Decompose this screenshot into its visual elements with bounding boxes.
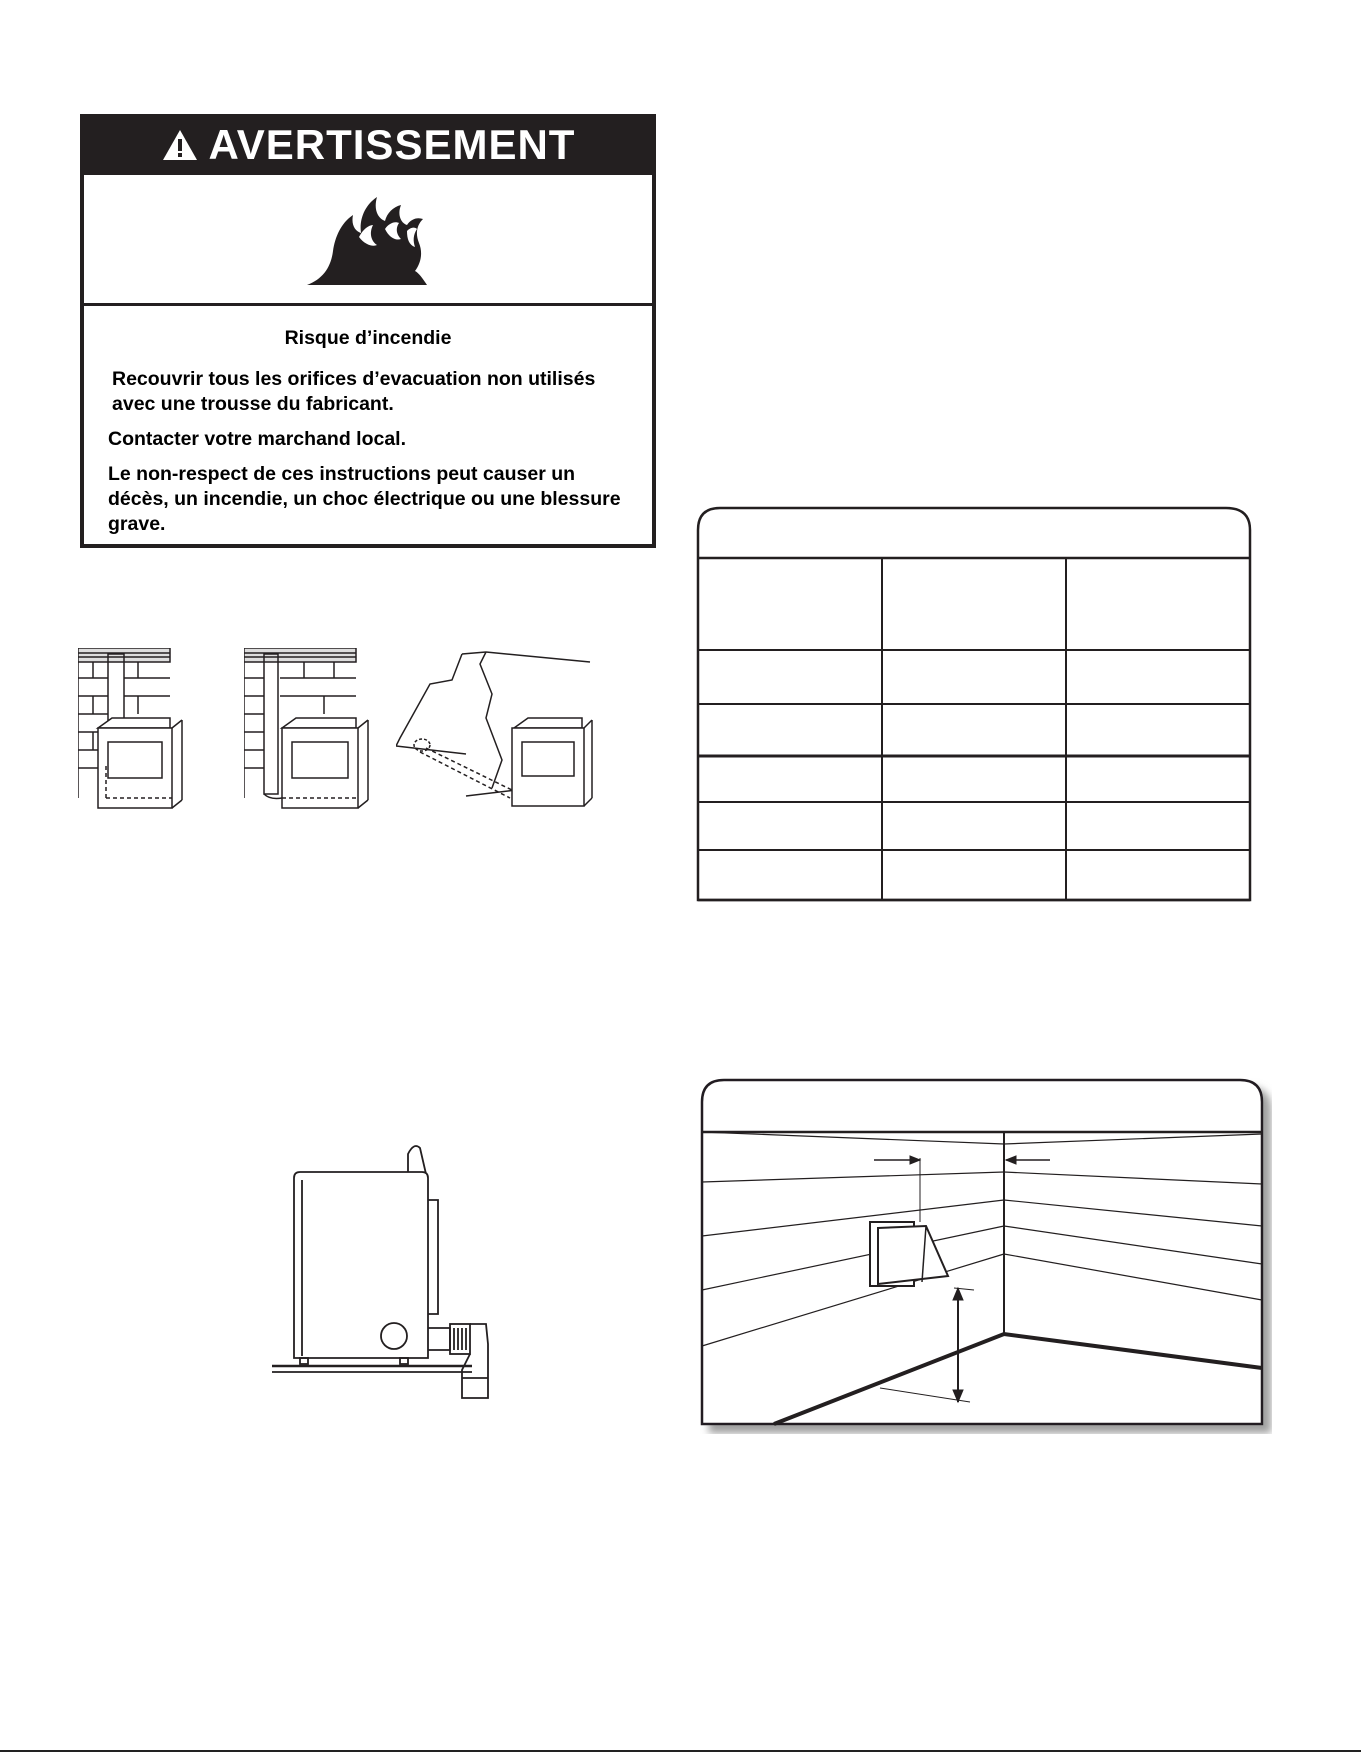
dryer-vent-floor-illustration xyxy=(396,648,596,823)
warning-title: AVERTISSEMENT xyxy=(208,121,576,168)
page-footer-rule xyxy=(0,1750,1361,1752)
warning-paragraph: Le non-respect de ces instructions peut causer un décès, un incendie, un choc électrique ou une blessure grave. xyxy=(108,463,621,535)
warning-triangle-icon xyxy=(161,128,199,162)
warning-paragraph: Contacter votre marchand local. xyxy=(108,428,407,450)
fire-icon xyxy=(303,189,433,289)
vent-length-table xyxy=(696,506,1252,902)
fire-pictogram xyxy=(84,172,652,306)
dryer-vent-wall-illustration xyxy=(244,648,394,823)
warning-paragraph: Recouvrir tous les orifices d’evacuation non utilisés avec une trousse du fabricant. xyxy=(112,368,596,415)
warning-header xyxy=(84,118,652,172)
vent-hood-wall-diagram xyxy=(700,1078,1272,1434)
warning-subtitle: Risque d’incendie xyxy=(284,327,452,349)
dryer-side-view-illustration xyxy=(272,1138,512,1408)
warning-box xyxy=(80,114,656,548)
dryer-vent-roof-illustration xyxy=(78,648,228,823)
